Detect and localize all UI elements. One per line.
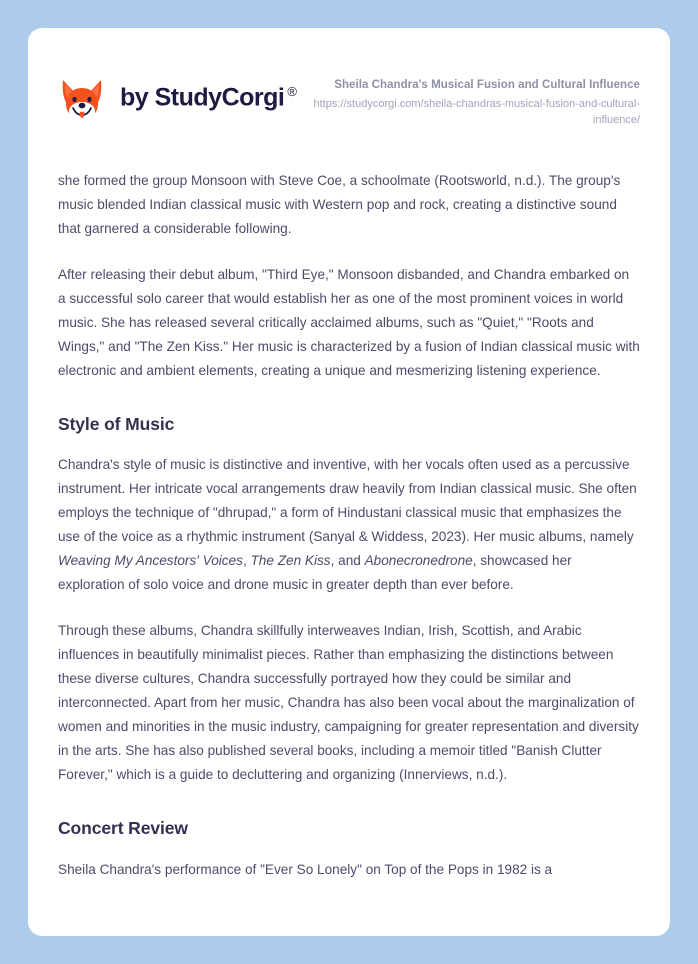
- paragraph-2: After releasing their debut album, "Third Eye," Monsoon disbanded, and Chandra embarked on a successful solo career that would establish her as one of the most prominent voices in world music. She has released several critically acclaimed albums, such as "Quiet," "Roots and Wings," and "The Zen Kiss." Her music is characterized by a fusion of Indian classical music with electronic and ambient elements, creating a unique and mesmerizing listening experience.: [58, 266, 640, 378]
- paragraph-3-text-a: Chandra's style of music is distinctive and inventive, with her vocals often used as a percussive instrument. Her intricate vocal arrangements draw heavily from Indian classical music. She often employs the technique of "dhrupad," a form of Hindustani classical music that emphasizes the use of the voice as a rhythmic instrument (Sanyal & Widdess, 2023). Her music albums, namely: [58, 457, 637, 545]
- brand-logo[interactable]: [58, 72, 296, 122]
- paragraph-5: Sheila Chandra's performance of "Ever So Lonely" on Top of the Pops in 1982 is a: [58, 862, 553, 878]
- brand-name: [120, 85, 296, 110]
- paragraph-4: Through these albums, Chandra skillfully interweaves Indian, Irish, Scottish, and Arabic influences in beautifully minimalist pieces. Rather than emphasizing the distinctions between these diverse cultures, Chandra successfully portrayed how they could be similar and interconnected. Apart from her music, Chandra has also been vocal about the marginalization of women and minorities in the music industry, campaigning for greater representation and diversity in the arts. She has also published several books, including a memoir titled "Banish Clutter Forever," which is a guide to decluttering and organizing (Innerviews, n.d.).: [58, 623, 639, 783]
- brand-name-text: by StudyCorgi: [120, 83, 285, 112]
- document-header: [28, 28, 670, 129]
- registered-trademark-icon: ®: [287, 84, 297, 100]
- paragraph-3-sep-a: ,: [242, 553, 251, 569]
- album-title-weaving-my-ancestors-voices: Weaving My Ancestors' Voices: [58, 553, 243, 569]
- album-title-the-zen-kiss: The Zen Kiss: [250, 553, 331, 569]
- paragraph-3-sep-b: , and: [330, 553, 365, 569]
- paragraph-3-text-b: , showcased her exploration of solo voice and drone music in greater depth than ever before.: [58, 553, 572, 593]
- document-meta: [296, 72, 640, 129]
- heading-style-of-music: Style of Music: [58, 413, 175, 434]
- document-paper: [28, 28, 670, 936]
- paragraph-3: [58, 453, 640, 597]
- corgi-head-icon: [58, 74, 106, 122]
- heading-concert-review: Concert Review: [58, 818, 188, 839]
- paragraph-1: she formed the group Monsoon with Steve Coe, a schoolmate (Rootsworld, n.d.). The group's music blended Indian classical music with Western pop and rock, creating a distinctive sound that garnered a considerable following.: [58, 172, 621, 236]
- album-title-abonecronedrone: Abonecronedrone: [364, 553, 473, 569]
- document-title: Sheila Chandra's Musical Fusion and Cultural Influence: [334, 79, 640, 91]
- document-url[interactable]: https://studycorgi.com/sheila-chandras-musical-fusion-and-cultural-influence/: [313, 97, 640, 127]
- document-body: [28, 129, 670, 883]
